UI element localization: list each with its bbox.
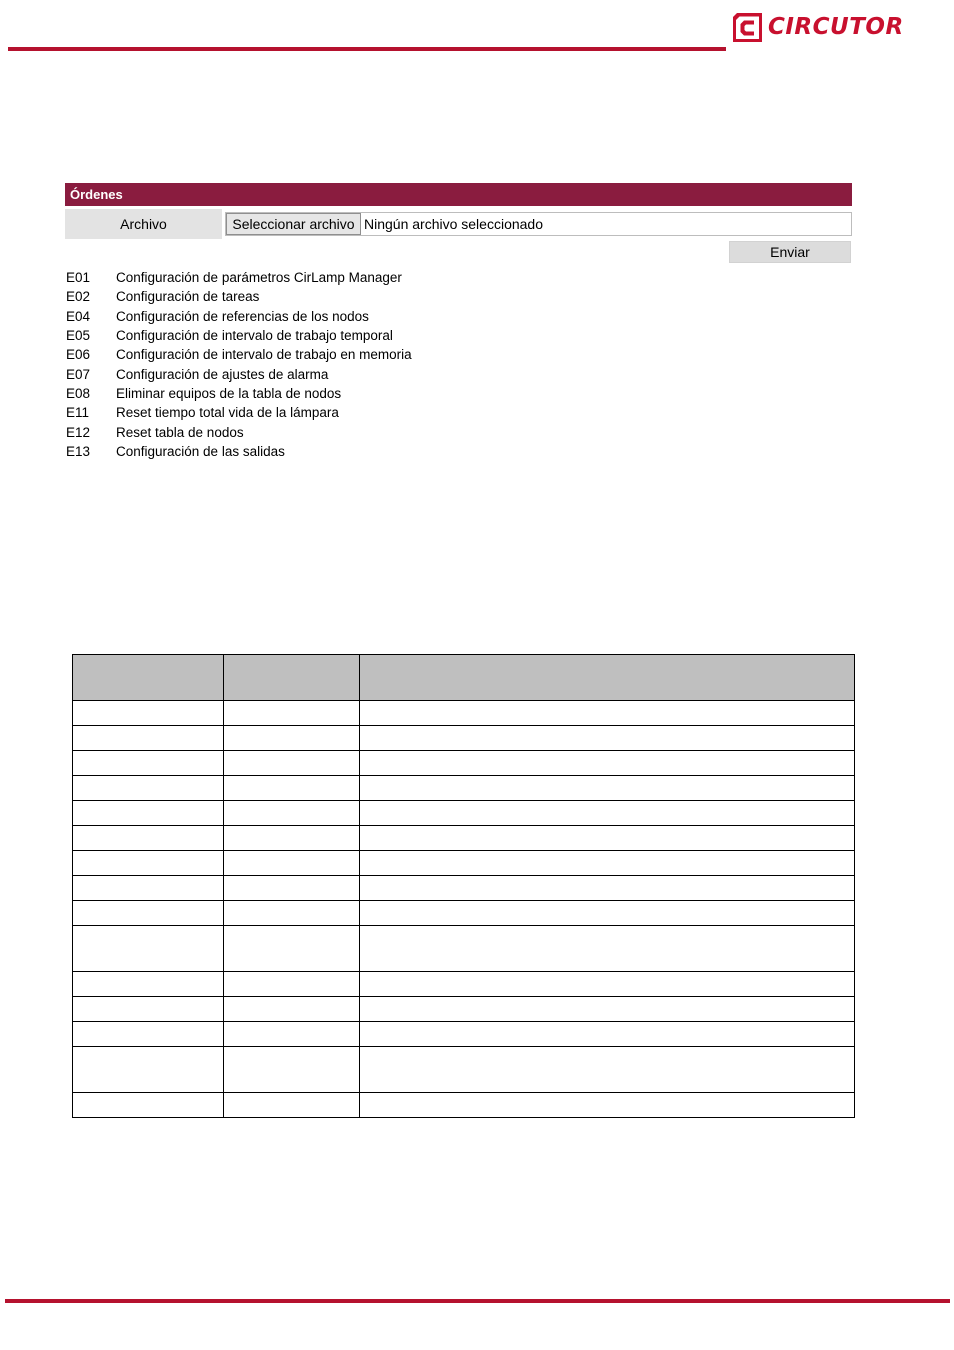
table-cell xyxy=(223,726,359,751)
command-item xyxy=(66,268,412,287)
table-row xyxy=(73,726,855,751)
table-cell xyxy=(73,701,224,726)
table-row xyxy=(73,997,855,1022)
blank-table xyxy=(72,654,855,1118)
command-item xyxy=(66,423,412,442)
no-file-selected-text: Ningún archivo seleccionado xyxy=(364,216,543,232)
table-row xyxy=(73,972,855,997)
table-row xyxy=(73,901,855,926)
table-row xyxy=(73,1093,855,1118)
table-cell xyxy=(359,926,854,972)
command-code: E07 xyxy=(66,366,91,382)
table-cell xyxy=(223,701,359,726)
table-cell xyxy=(359,726,854,751)
table-cell xyxy=(359,701,854,726)
table-cell xyxy=(359,801,854,826)
table-header-cell xyxy=(359,655,854,701)
file-input[interactable] xyxy=(225,212,852,236)
table-cell xyxy=(359,826,854,851)
command-description: Configuración de ajustes de alarma xyxy=(116,366,329,382)
table-row xyxy=(73,801,855,826)
table-cell xyxy=(359,851,854,876)
command-item xyxy=(66,307,412,326)
command-item xyxy=(66,287,412,306)
table-cell xyxy=(73,801,224,826)
command-item xyxy=(66,403,412,422)
circutor-logo-icon xyxy=(731,11,764,44)
command-list xyxy=(66,268,412,461)
command-code: E04 xyxy=(66,308,91,324)
footer-rule xyxy=(5,1299,950,1303)
table-cell xyxy=(223,926,359,972)
command-item xyxy=(66,326,412,345)
command-code: E13 xyxy=(66,444,91,460)
choose-file-button[interactable]: Seleccionar archivo xyxy=(226,213,361,235)
command-code: E12 xyxy=(66,424,91,440)
table-cell xyxy=(73,972,224,997)
command-description: Configuración de intervalo de trabajo temporal xyxy=(116,328,393,344)
table-cell xyxy=(73,1047,224,1093)
table-cell xyxy=(73,751,224,776)
brand-name: CIRCUTOR xyxy=(768,14,904,40)
command-code: E05 xyxy=(66,328,91,344)
table-cell xyxy=(73,851,224,876)
table-cell xyxy=(223,801,359,826)
table-cell xyxy=(223,1022,359,1047)
command-item xyxy=(66,365,412,384)
table-cell xyxy=(359,1047,854,1093)
table-cell xyxy=(359,1022,854,1047)
command-description: Eliminar equipos de la tabla de nodos xyxy=(116,386,342,402)
table-cell xyxy=(223,1093,359,1118)
table-cell xyxy=(73,876,224,901)
table-cell xyxy=(359,1093,854,1118)
table-cell xyxy=(223,997,359,1022)
table-cell xyxy=(73,826,224,851)
command-code: E11 xyxy=(66,405,90,421)
table-cell xyxy=(223,901,359,926)
command-description: Configuración de las salidas xyxy=(116,444,285,460)
table-cell xyxy=(359,776,854,801)
command-code: E08 xyxy=(66,386,91,402)
table-cell xyxy=(73,1093,224,1118)
table-header-row xyxy=(73,655,855,701)
table-cell xyxy=(223,1047,359,1093)
table-row xyxy=(73,926,855,972)
file-label: Archivo xyxy=(65,209,222,239)
table-cell xyxy=(223,851,359,876)
command-item xyxy=(66,442,412,461)
file-upload-row xyxy=(65,209,853,239)
table-cell xyxy=(223,876,359,901)
table-cell xyxy=(73,901,224,926)
table-row xyxy=(73,851,855,876)
table-cell xyxy=(223,751,359,776)
command-description: Configuración de referencias de los nodos xyxy=(116,308,369,324)
table-header-cell xyxy=(73,655,224,701)
table-cell xyxy=(359,997,854,1022)
table-row xyxy=(73,776,855,801)
header-rule xyxy=(8,47,726,51)
table-row xyxy=(73,1047,855,1093)
table-cell xyxy=(73,776,224,801)
command-code: E02 xyxy=(66,289,91,305)
table-cell xyxy=(359,751,854,776)
table-row xyxy=(73,701,855,726)
command-description: Reset tabla de nodos xyxy=(116,424,244,440)
circutor-logo xyxy=(731,9,904,45)
table-cell xyxy=(73,1022,224,1047)
table-row xyxy=(73,751,855,776)
table-cell xyxy=(359,972,854,997)
table-cell xyxy=(223,972,359,997)
table-row xyxy=(73,826,855,851)
command-item xyxy=(66,384,412,403)
command-description: Reset tiempo total vida de la lámpara xyxy=(116,405,339,421)
table-cell xyxy=(223,776,359,801)
table-cell xyxy=(359,876,854,901)
command-code: E06 xyxy=(66,347,91,363)
table-cell xyxy=(223,826,359,851)
command-description: Configuración de tareas xyxy=(116,289,260,305)
command-item xyxy=(66,345,412,364)
table-cell xyxy=(73,926,224,972)
command-description: Configuración de intervalo de trabajo en memoria xyxy=(116,347,412,363)
send-button[interactable]: Enviar xyxy=(729,241,851,263)
table-header-cell xyxy=(223,655,359,701)
command-description: Configuración de parámetros CirLamp Manager xyxy=(116,270,402,286)
orders-panel-title: Órdenes xyxy=(65,183,852,206)
table-cell xyxy=(359,901,854,926)
table-cell xyxy=(73,997,224,1022)
table-cell xyxy=(73,726,224,751)
table-row xyxy=(73,1022,855,1047)
command-code: E01 xyxy=(66,270,91,286)
table-row xyxy=(73,876,855,901)
